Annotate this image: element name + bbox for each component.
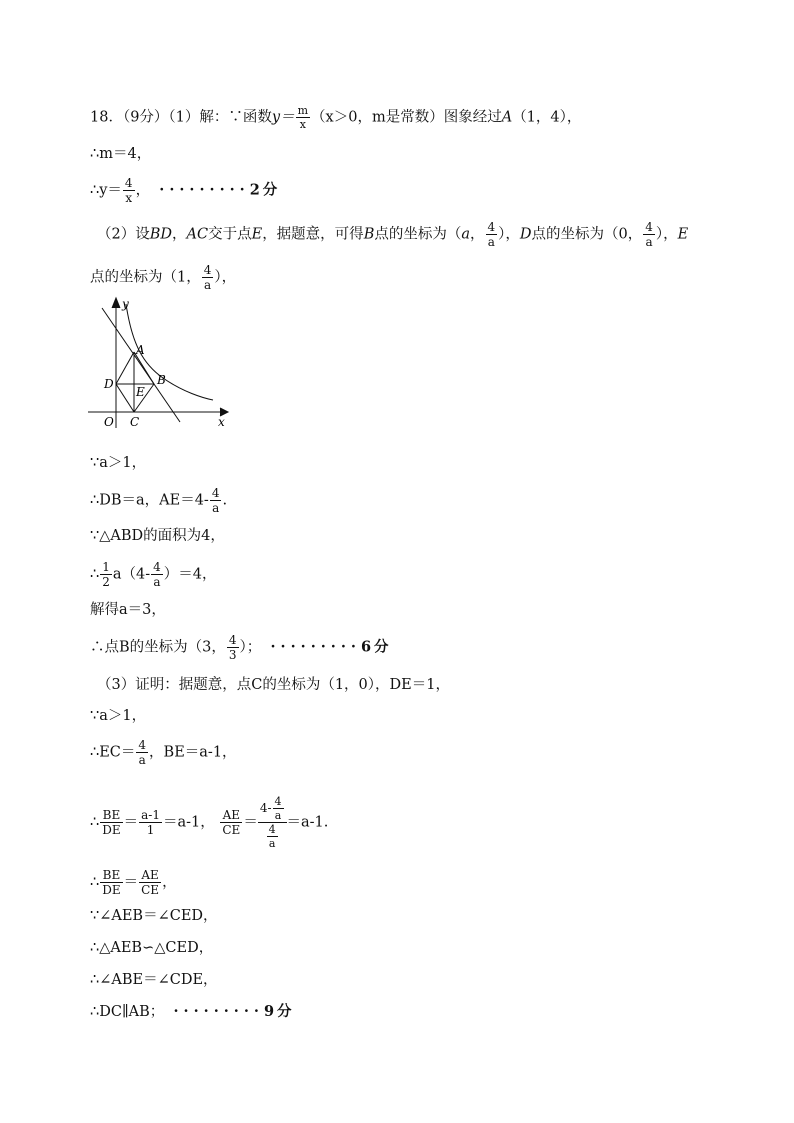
point-A-coords: （1，4）， bbox=[512, 109, 582, 126]
line-text: ∴DC∥AB； bbox=[90, 1004, 165, 1020]
score-dots: ········· bbox=[173, 1003, 264, 1020]
part3-intro bbox=[97, 675, 450, 695]
part2-line2 bbox=[90, 263, 236, 292]
label-O: O bbox=[104, 415, 114, 429]
text: ∴ bbox=[90, 814, 100, 831]
seg-DA bbox=[116, 352, 134, 384]
step-equation bbox=[90, 560, 217, 589]
text: ）＝4， bbox=[163, 566, 217, 583]
frac-num: a-1 bbox=[141, 808, 160, 822]
line-text: ∵△ABD的面积为4， bbox=[90, 528, 225, 544]
text: ，据题意，可得 bbox=[262, 226, 364, 243]
fraction bbox=[643, 220, 655, 249]
text: ∴点B的坐标为（3， bbox=[90, 639, 226, 656]
point-A: A bbox=[501, 109, 513, 126]
step3-angle-eq bbox=[90, 970, 218, 990]
line-text: ∴△AEB∽△CED， bbox=[90, 940, 214, 956]
point-B: B bbox=[363, 226, 375, 243]
text: ∴ bbox=[90, 566, 100, 583]
line-text: ， bbox=[135, 182, 151, 199]
frac-den: a bbox=[212, 501, 220, 515]
fraction-AE-CE bbox=[220, 808, 242, 837]
text: ＝a-1. bbox=[286, 814, 329, 831]
score-label: 2分 bbox=[249, 181, 281, 199]
frac-num: BE bbox=[100, 868, 122, 883]
text: ， bbox=[162, 874, 177, 891]
frac-den: a bbox=[487, 235, 495, 249]
label-C: C bbox=[130, 415, 140, 429]
frac-num: 4 bbox=[211, 486, 220, 500]
part2-line1 bbox=[97, 220, 688, 249]
text: a（4- bbox=[112, 566, 151, 583]
text: 点的坐标为（ bbox=[374, 226, 462, 243]
text: （2）设 bbox=[97, 226, 150, 243]
frac-den: a bbox=[138, 753, 146, 767]
step3-parallel bbox=[90, 1002, 295, 1022]
step-point-B bbox=[90, 633, 392, 662]
step-area bbox=[90, 526, 225, 546]
fraction bbox=[139, 808, 162, 837]
frac-den: DE bbox=[102, 823, 121, 837]
text: 4- bbox=[259, 801, 272, 815]
fraction bbox=[486, 220, 498, 249]
frac-num: 1 bbox=[102, 560, 110, 574]
fraction bbox=[227, 633, 239, 662]
frac-den: CE bbox=[222, 823, 241, 837]
seg-DC bbox=[116, 384, 134, 412]
label-B: B bbox=[157, 373, 166, 387]
fraction bbox=[151, 560, 163, 589]
frac-den: a bbox=[203, 278, 212, 292]
fraction bbox=[139, 868, 161, 897]
label-y: y bbox=[122, 297, 129, 311]
fraction bbox=[210, 486, 222, 515]
score-dots: ········· bbox=[270, 638, 361, 656]
frac-num: m bbox=[297, 104, 309, 117]
line-text: （3）证明：据题意，点C的坐标为（1，0），DE＝1， bbox=[97, 677, 450, 693]
y-equals: y＝ bbox=[271, 109, 295, 126]
step3-similar bbox=[90, 938, 213, 958]
step-solve bbox=[90, 600, 166, 620]
frac-num: 4 bbox=[153, 560, 161, 574]
text: ＝ bbox=[243, 814, 258, 831]
text: ∴ bbox=[90, 874, 100, 891]
condition-text: （x＞0，m是常数）图象经过 bbox=[311, 109, 502, 126]
frac-den: DE bbox=[102, 883, 121, 897]
score-label: 9分 bbox=[263, 1003, 295, 1020]
frac-num: 4 bbox=[268, 823, 276, 836]
fraction bbox=[267, 823, 278, 850]
text: . bbox=[222, 492, 228, 509]
frac-den: a bbox=[153, 575, 161, 589]
frac-num: 4 bbox=[124, 176, 133, 190]
frac-den: a bbox=[274, 809, 282, 822]
line-text: ∴m＝4， bbox=[90, 146, 152, 162]
frac-den: a bbox=[268, 837, 276, 850]
frac-num: 4 bbox=[274, 795, 282, 808]
question-header bbox=[90, 104, 581, 131]
frac-num: 4 bbox=[487, 220, 496, 234]
fraction bbox=[100, 868, 122, 897]
var-a: a bbox=[461, 226, 470, 243]
frac-den: 3 bbox=[228, 648, 237, 662]
point-D: D bbox=[519, 226, 532, 243]
seg-AC: AC bbox=[186, 226, 209, 243]
point-E: E bbox=[677, 226, 689, 243]
label-x: x bbox=[218, 415, 225, 429]
step3-a-gt-1 bbox=[90, 706, 146, 726]
fraction bbox=[273, 795, 284, 822]
label-A: A bbox=[136, 343, 145, 357]
frac-den: a bbox=[645, 235, 653, 249]
text: 交于点 bbox=[208, 226, 252, 243]
text: ＝a-1， bbox=[162, 814, 215, 831]
score-dots: ········· bbox=[159, 181, 250, 199]
line-text: ∵a＞1， bbox=[90, 708, 147, 724]
fraction-m-over-x bbox=[296, 104, 310, 131]
step-a-gt-1 bbox=[90, 453, 146, 473]
frac-den: x bbox=[299, 118, 306, 131]
fraction bbox=[202, 263, 214, 292]
label-D: D bbox=[104, 377, 114, 391]
text: ）， bbox=[655, 226, 678, 243]
geometry-figure bbox=[88, 294, 238, 434]
fraction bbox=[136, 738, 148, 767]
frac-den: x bbox=[125, 191, 133, 205]
line-text: 解得a＝3， bbox=[90, 602, 166, 618]
frac-den: 1 bbox=[146, 823, 155, 837]
text: ＝ bbox=[123, 814, 139, 831]
line-text: ∵∠AEB＝∠CED， bbox=[90, 908, 218, 924]
line-text: ∴y＝ bbox=[90, 182, 122, 199]
line-y-equals bbox=[90, 176, 280, 205]
step3-angles bbox=[90, 906, 218, 926]
line-text: ∵a＞1， bbox=[90, 455, 147, 471]
step3-equal-ratios bbox=[90, 868, 177, 897]
text: ）， bbox=[498, 226, 520, 243]
line-text: ∴∠ABE＝∠CDE， bbox=[90, 972, 218, 988]
frac-num: 4 bbox=[645, 220, 653, 234]
step3-EC-BE bbox=[90, 738, 237, 767]
y-axis-arrow bbox=[112, 298, 120, 308]
seg-BD: BD bbox=[149, 226, 173, 243]
line-AB bbox=[102, 308, 180, 422]
fraction bbox=[123, 176, 135, 205]
frac-num: 4 bbox=[203, 263, 212, 277]
frac-num: 4 bbox=[138, 738, 147, 752]
text: ∴DB＝a，AE＝4- bbox=[90, 492, 209, 509]
frac-num: AE bbox=[139, 868, 161, 883]
text: ， bbox=[470, 226, 485, 243]
frac-num: BE bbox=[100, 808, 122, 823]
fraction-BE-DE bbox=[100, 808, 122, 837]
fraction-half bbox=[100, 560, 112, 589]
text: ， bbox=[172, 226, 187, 243]
frac-num: AE bbox=[220, 808, 242, 823]
frac-den: 2 bbox=[102, 575, 110, 589]
text: ∴EC＝ bbox=[90, 744, 136, 761]
frac-den: CE bbox=[141, 883, 160, 897]
text: ）； bbox=[239, 639, 262, 656]
label-E: E bbox=[136, 385, 145, 399]
text: ＝ bbox=[123, 874, 139, 891]
text: 点的坐标为（1， bbox=[90, 269, 201, 286]
step-DB-AE bbox=[90, 486, 227, 515]
point-E: E bbox=[251, 226, 263, 243]
frac-num: 4 bbox=[228, 633, 237, 647]
nested-bottom bbox=[258, 823, 287, 850]
text: 点的坐标为（0， bbox=[531, 226, 643, 243]
text: ，BE＝a-1， bbox=[149, 744, 237, 761]
step3-ratios bbox=[90, 795, 328, 850]
question-number: 18．（9分）（1）解：∵函数 bbox=[90, 109, 272, 126]
line-m-equals bbox=[90, 144, 151, 164]
nested-top bbox=[258, 795, 287, 823]
nested-fraction bbox=[258, 795, 287, 850]
score-label: 6分 bbox=[360, 638, 392, 656]
text: ）， bbox=[214, 269, 237, 286]
